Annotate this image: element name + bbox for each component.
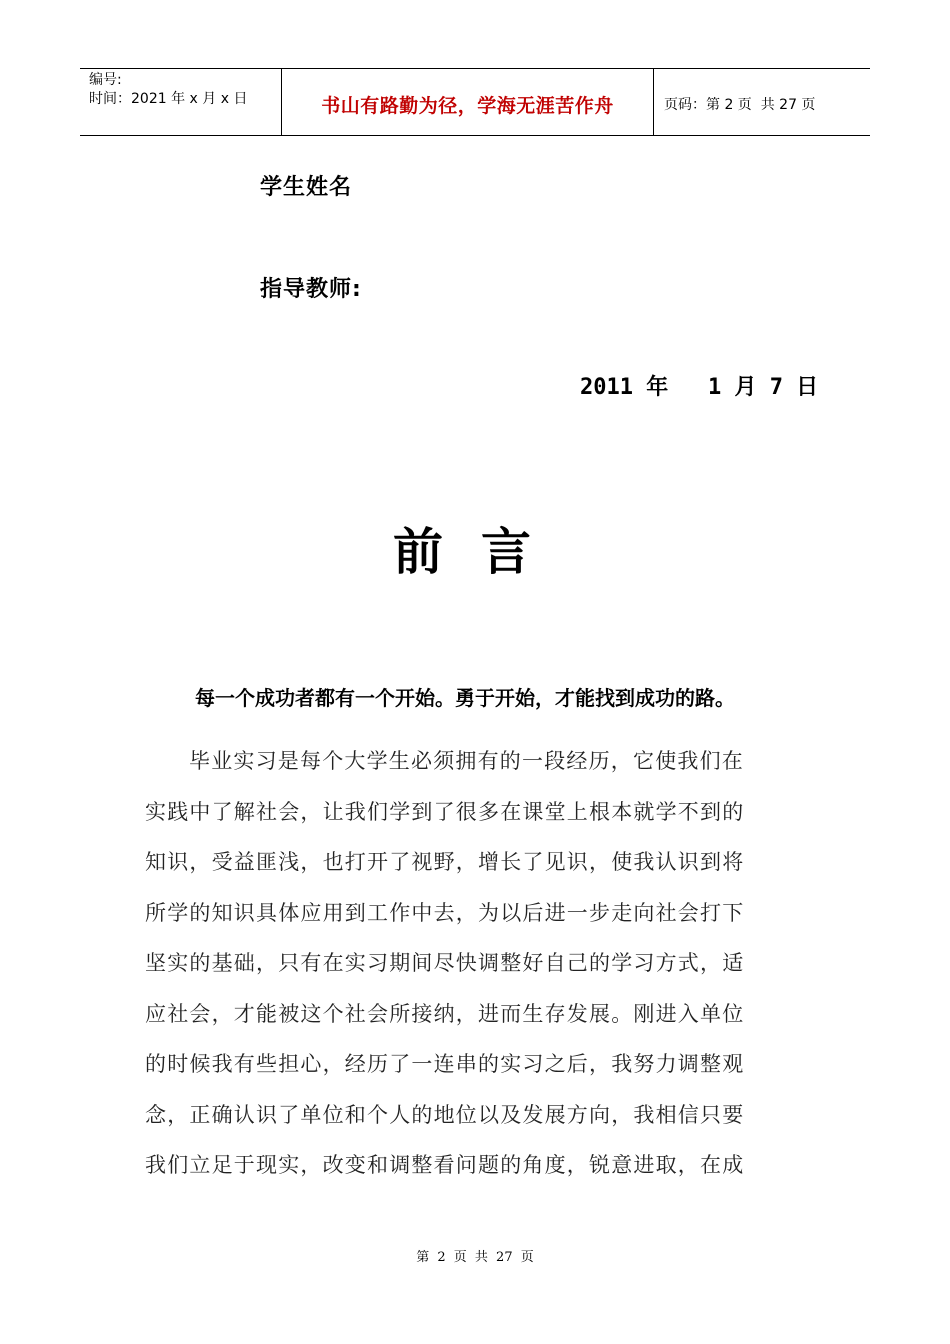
header-motto-cell bbox=[282, 69, 654, 135]
page-info: 页码：第 2 页 共 27 页 bbox=[664, 97, 816, 113]
body-line: 应社会，才能被这个社会所接纳，进而生存发展。刚进入单位 bbox=[145, 1001, 745, 1026]
body-line: 实践中了解社会，让我们学到了很多在课堂上根本就学不到的 bbox=[145, 799, 745, 824]
page-header bbox=[80, 68, 870, 136]
student-name-label: 学生姓名 bbox=[260, 175, 353, 200]
number-label: 编号: bbox=[89, 72, 122, 88]
body-line: 所学的知识具体应用到工作中去，为以后进一步走向社会打下 bbox=[145, 900, 745, 925]
body-line: 念，正确认识了单位和个人的地位以及发展方向，我相信只要 bbox=[145, 1102, 745, 1127]
body-line: 知识，受益匪浅，也打开了视野，增长了见识，使我认识到将 bbox=[145, 850, 745, 874]
body-line: 我们立足于现实，改变和调整看问题的角度，锐意进取，在成 bbox=[145, 1153, 745, 1177]
section-heading: 前言 bbox=[393, 523, 569, 581]
motto: 书山有路勤为径，学海无涯苦作舟 bbox=[321, 94, 614, 117]
header-info-cell bbox=[80, 69, 282, 135]
header-page-cell bbox=[654, 69, 870, 135]
time-label: 时间：2021 年 x 月 x 日 bbox=[89, 91, 248, 107]
body-paragraph bbox=[145, 736, 795, 1191]
body-line: 毕业实习是每个大学生必须拥有的一段经历，它使我们在 bbox=[189, 749, 744, 773]
body-line: 的时候我有些担心，经历了一连串的实习之后，我努力调整观 bbox=[145, 1052, 745, 1076]
page-footer: 第 2 页 共 27 页 bbox=[416, 1250, 534, 1265]
advisor-label: 指导教师: bbox=[260, 277, 362, 302]
document-date: 2011 年 1 月 7 日 bbox=[580, 375, 819, 400]
body-line: 坚实的基础，只有在实习期间尽快调整好自己的学习方式，适 bbox=[145, 951, 745, 975]
lead-sentence: 每一个成功者都有一个开始。勇于开始，才能找到成功的路。 bbox=[195, 686, 735, 710]
